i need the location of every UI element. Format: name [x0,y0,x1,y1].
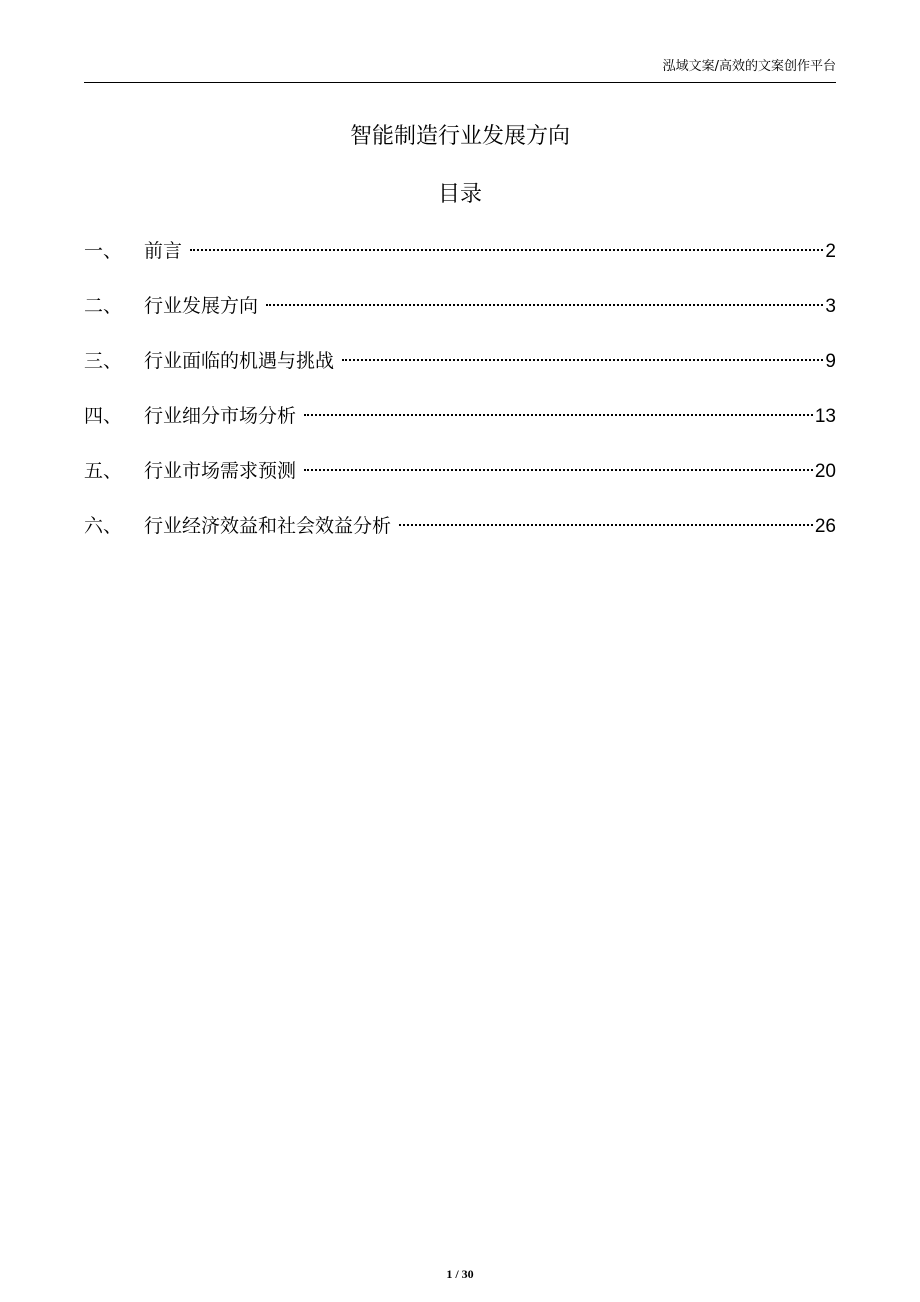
toc-entry-page: 20 [814,461,836,482]
toc-dot-leader [342,359,823,361]
toc-dot-leader [266,304,823,306]
toc-entry-demand-forecast[interactable] [84,454,836,488]
toc-entry-benefit-analysis[interactable] [84,509,836,543]
header-divider [84,82,836,83]
toc-dot-leader [304,414,813,416]
toc-entry-title: 行业市场需求预测 [144,460,297,482]
toc-entry-opportunities-challenges[interactable] [84,344,836,378]
toc-entry-page: 2 [825,241,836,262]
toc-entry-title: 行业面临的机遇与挑战 [144,350,335,372]
toc-dot-leader [304,469,813,471]
toc-entry-number: 五、 [84,460,123,482]
toc-entry-title: 前言 [144,240,183,262]
toc-entry-page: 13 [814,406,836,427]
toc-dot-leader [190,249,823,251]
toc-entry-title: 行业经济效益和社会效益分析 [144,515,392,537]
toc-entry-page: 3 [825,296,836,317]
page-header-text: 泓域文案/高效的文案创作平台 [662,59,836,74]
toc-entry-title: 行业细分市场分析 [144,405,297,427]
toc-entry-number: 一、 [84,240,123,262]
toc-entry-development-direction[interactable] [84,289,836,323]
toc-entry-number: 三、 [84,350,123,372]
toc-entry-number: 二、 [84,295,123,317]
toc-entry-page: 9 [825,351,836,372]
document-title: 智能制造行业发展方向 [349,124,570,149]
toc-entry-number: 六、 [84,515,123,537]
toc-dot-leader [399,524,813,526]
table-of-contents [84,234,836,564]
toc-entry-number: 四、 [84,405,123,427]
page-number-indicator: 1 / 30 [446,1267,474,1281]
toc-entry-title: 行业发展方向 [144,295,259,317]
toc-heading: 目录 [437,182,482,207]
toc-entry-page: 26 [814,516,836,537]
toc-entry-preface[interactable] [84,234,836,268]
toc-entry-market-segments[interactable] [84,399,836,433]
